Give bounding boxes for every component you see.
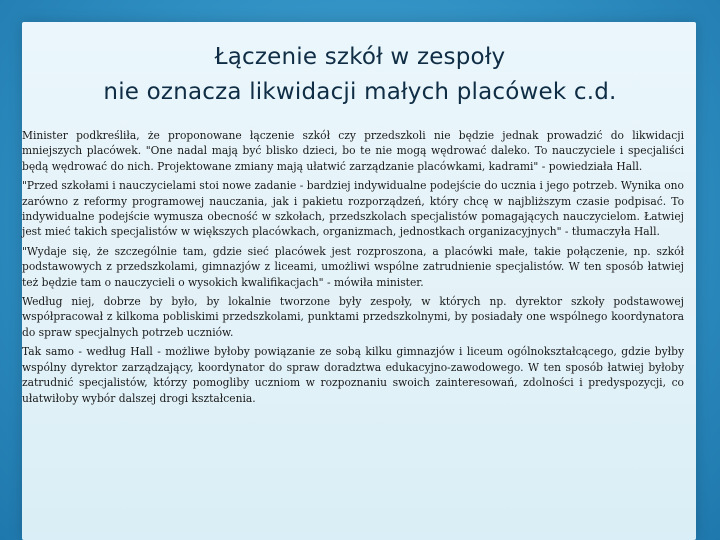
body-paragraph-5: Tak samo - według Hall - możliwe byłoby powiązanie ze sobą kilku gimnazjów i liceum ogólnokształcącego, gdzie byłby wspólny dyrektor zarządzający, koordynator do spraw doradztwa edukacyjno-zawodowego. W ten sposób łatwiej byłoby zatrudnić specjalistów, którzy pomogliby uczniom w rozpoznaniu swoich zainteresowań, zdolności i predyspozycji, co ułatwiłoby wybór dalszej drogi kształcenia. xyxy=(22,345,684,405)
slide-title xyxy=(0,40,720,110)
slide-title-line-1: Łączenie szkół w zespoły xyxy=(214,44,506,70)
slide-title-line-2: nie oznacza likwidacji małych placówek c.d. xyxy=(103,79,617,105)
body-paragraph-2: "Przed szkołami i nauczycielami stoi nowe zadanie - bardziej indywidualne podejście do ucznia i jego potrzeb. Wynika ono zarówno z reformy programowej nauczania, jak i pakietu rozporządzeń, który chcę w najbliższym czasie podpisać. To indywidualne podejście wymusza obecność w szkołach, przedszkolach specjalistów pomagających nauczycielom. Łatwiej jest mieć takich specjalistów w większych placówkach, organizmach, jednostkach organizacyjnych" - tłumaczyła Hall. xyxy=(22,179,684,239)
slide-body xyxy=(22,128,684,410)
body-paragraph-3: "Wydaje się, że szczególnie tam, gdzie sieć placówek jest rozproszona, a placówki małe, takie połączenie, np. szkół podstawowych z przedszkolami, gimnazjów z liceami, umożliwi wspólne zatrudnienie specjalistów. W ten sposób łatwiej też będzie tam o nauczycieli o wysokich kwalifikacjach" - mówiła minister. xyxy=(22,244,684,289)
body-paragraph-4: Według niej, dobrze by było, by lokalnie tworzone były zespoły, w których np. dyrektor szkoły podstawowej współpracował z kilkoma pobliskimi przedszkolami, punktami przedszkolnymi, by posiadały one wspólnego koordynatora do spraw specjalnych potrzeb uczniów. xyxy=(22,295,684,339)
body-paragraph-1: Minister podkreśliła, że proponowane łączenie szkół czy przedszkoli nie będzie jednak prowadzić do likwidacji mniejszych placówek. "One nadal mają być blisko dzieci, bo te nie mogą wędrować daleko. To nauczyciele i specjaliści będą wędrować do nich. Projektowane zmiany mają ułatwić zarządzanie placówkami, kadrami" - powiedziała Hall. xyxy=(22,129,684,173)
